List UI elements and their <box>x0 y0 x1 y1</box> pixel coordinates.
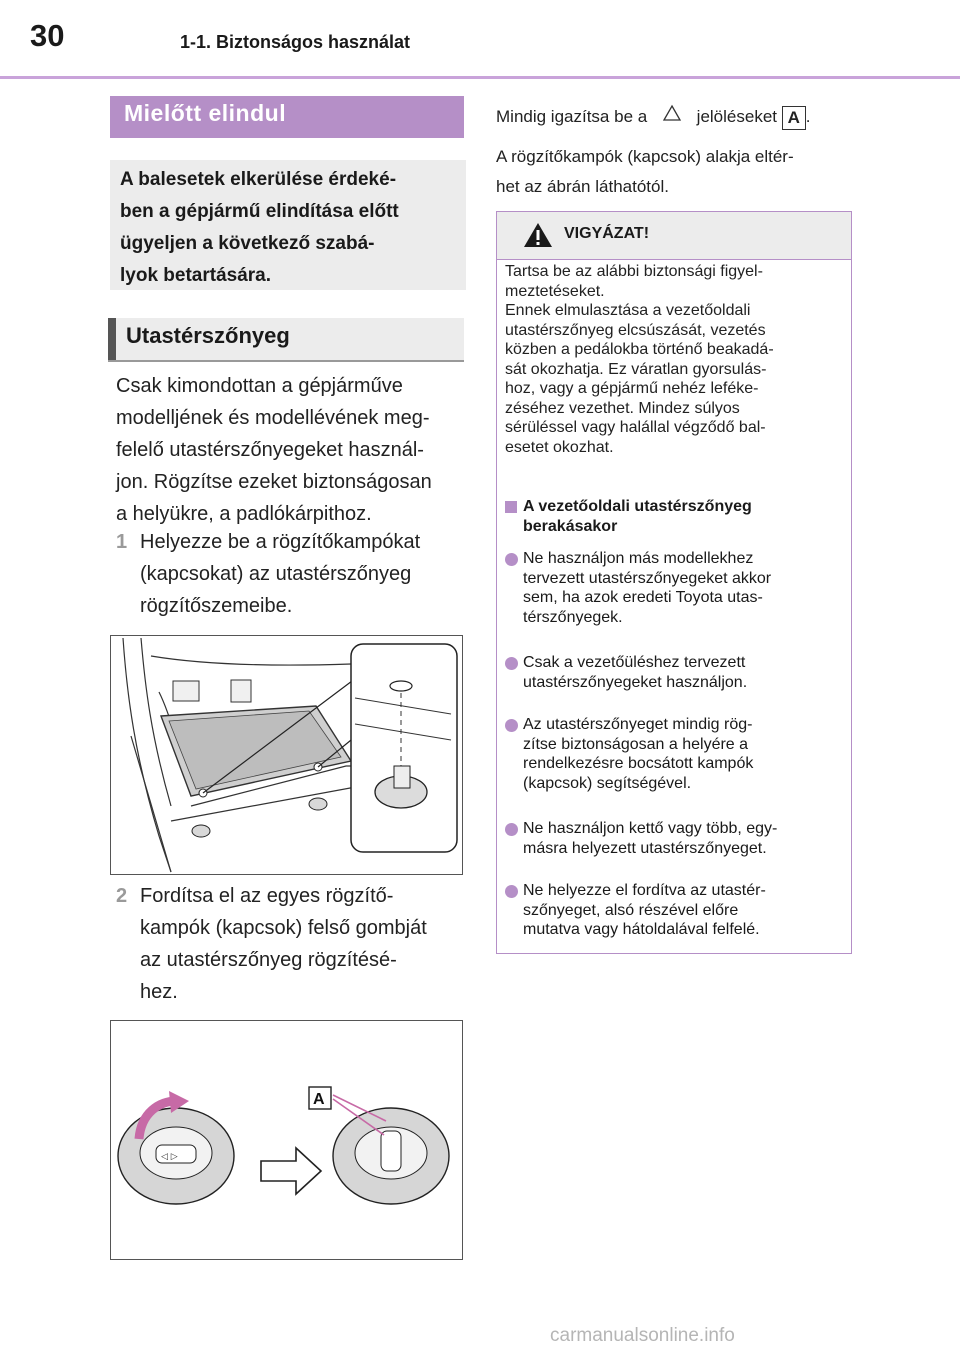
heading-before-driving <box>110 96 464 138</box>
intro-line: lyok betartására. <box>120 265 272 286</box>
shape-note <box>496 142 856 202</box>
bullet-line: sem, ha azok eredeti Toyota utas- <box>523 589 763 606</box>
shape-line: A rögzítőkampók (kapcsok) alakja eltér- <box>496 147 794 166</box>
section-title: 1-1. Biztonságos használat <box>180 32 411 52</box>
bullet-line: Ne használjon más modellekhez <box>523 550 754 567</box>
bullet-line: Ne használjon kettő vagy több, egy- <box>523 820 778 837</box>
para-line: modelljének és modellévének meg- <box>116 407 430 429</box>
align-text-before: Mindig igazítsa be a <box>496 107 648 126</box>
bullet-line: Ne helyezze el fordítva az utastér- <box>523 882 766 899</box>
mark-a-box: A <box>782 106 806 130</box>
shape-line: het az ábrán láthatótól. <box>496 177 669 196</box>
intro-line: ben a gépjármű elindítása előtt <box>120 201 399 222</box>
step-2-number: 2 <box>116 885 128 907</box>
caution-line: közben a pedálokba történő beakadá- <box>505 341 774 358</box>
step-line: Helyezze be a rögzítőkampókat <box>140 531 421 553</box>
subheading-text: Utastérszőnyeg <box>126 323 290 348</box>
bullet-dot-icon <box>505 553 518 566</box>
align-period: . <box>805 107 811 126</box>
bullet-line: rendelkezésre bocsátott kampók <box>523 755 754 772</box>
para-line: Csak kimondottan a gépjárműve <box>116 375 403 397</box>
subheading-floor-mat <box>108 318 464 362</box>
step-line: az utastérszőnyeg rögzítésé- <box>140 949 397 971</box>
caution-intro <box>505 262 841 457</box>
watermark: carmanualsonline.info <box>550 1325 735 1346</box>
figure-label-a: A <box>313 1091 325 1108</box>
bullet-dot-icon <box>505 657 518 670</box>
floor-mat-illustration <box>111 636 462 874</box>
caution-header <box>497 212 851 260</box>
page-number: 30 <box>30 18 65 53</box>
para-line: a helyükre, a padlókárpithoz. <box>116 503 372 525</box>
bullet-line: Csak a vezetőüléshez tervezett <box>523 654 746 671</box>
caution-line: utastérszőnyeg elcsúszását, vezetés <box>505 321 766 339</box>
bullet-line: szőnyeget, alsó részével előre <box>523 901 739 919</box>
intro-text <box>120 164 460 292</box>
align-marks-line <box>496 102 856 132</box>
bullet-line: mutatva vagy hátoldalával felfelé. <box>523 921 760 938</box>
warning-triangle-icon <box>523 222 553 248</box>
para-line: jon. Rögzítse ezeket biztonságosan <box>116 471 432 493</box>
floor-mat-paragraph <box>116 370 466 530</box>
intro-line: ügyeljen a következő szabá- <box>120 233 375 254</box>
caution-title: VIGYÁZAT! <box>564 225 650 242</box>
intro-line: A balesetek elkerülése érdeké- <box>120 169 397 190</box>
step-line: rögzítőszemeibe. <box>140 595 293 617</box>
bullet-line: (kapcsok) segítségével. <box>523 774 692 792</box>
bullet-line: tervezett utastérszőnyegeket akkor <box>523 569 772 587</box>
step-2-text <box>140 880 470 1008</box>
caution-line: Ennek elmulasztása a vezetőoldali <box>505 302 751 319</box>
caution-line: zéséhez vezethet. Mindez súlyos <box>505 399 740 417</box>
step-line: (kapcsokat) az utastérszőnyeg <box>140 563 412 585</box>
bullet-line: másra helyezett utastérszőnyeget. <box>523 839 767 857</box>
bullet-line: utastérszőnyegeket használjon. <box>523 673 748 691</box>
heading-text: Mielőtt elindul <box>124 100 287 126</box>
align-text-after: jelöléseket <box>696 107 777 126</box>
square-bullet-icon <box>505 501 517 513</box>
subheading-bar <box>108 318 116 360</box>
header-rule <box>0 76 960 79</box>
caution-line: sát okozhatja. Ez váratlan gyorsulás- <box>505 360 767 378</box>
bullet-line: térszőnyegek. <box>523 608 623 626</box>
caution-box <box>496 211 852 954</box>
para-line: felelő utastérszőnyegeket használ- <box>116 439 424 461</box>
figure-floor-mat-hooks <box>110 635 463 875</box>
svg-text:◁ ▷: ◁ ▷ <box>161 1152 178 1162</box>
intro-box <box>110 160 466 290</box>
step-line: hez. <box>140 981 178 1003</box>
bullet-dot-icon <box>505 885 518 898</box>
figure-hook-rotation <box>110 1020 463 1260</box>
caution-line: hoz, vagy a gépjármű nehéz leféke- <box>505 380 759 397</box>
subhead-line: berakásakor <box>523 517 618 535</box>
step-line: kampók (kapcsok) felső gombját <box>140 917 427 939</box>
hook-rotation-illustration <box>111 1021 462 1259</box>
bullet-line: Az utastérszőnyeget mindig rög- <box>523 716 753 733</box>
caution-line: meztetéseket. <box>505 282 605 300</box>
bullet-line: zítse biztonságosan a helyére a <box>523 735 749 753</box>
step-line: Fordítsa el az egyes rögzítő- <box>140 885 394 907</box>
caution-line: sérüléssel vagy halállal végződő bal- <box>505 419 766 436</box>
subhead-line: A vezetőoldali utastérszőnyeg <box>523 498 752 515</box>
caution-line: Tartsa be az alábbi biztonsági figyel- <box>505 263 763 280</box>
step-1-text <box>140 526 470 622</box>
bullet-dot-icon <box>505 719 518 732</box>
bullet-dot-icon <box>505 823 518 836</box>
triangle-mark-icon <box>662 102 682 132</box>
caution-line: esetet okozhat. <box>505 438 614 456</box>
step-1-number: 1 <box>116 531 128 553</box>
